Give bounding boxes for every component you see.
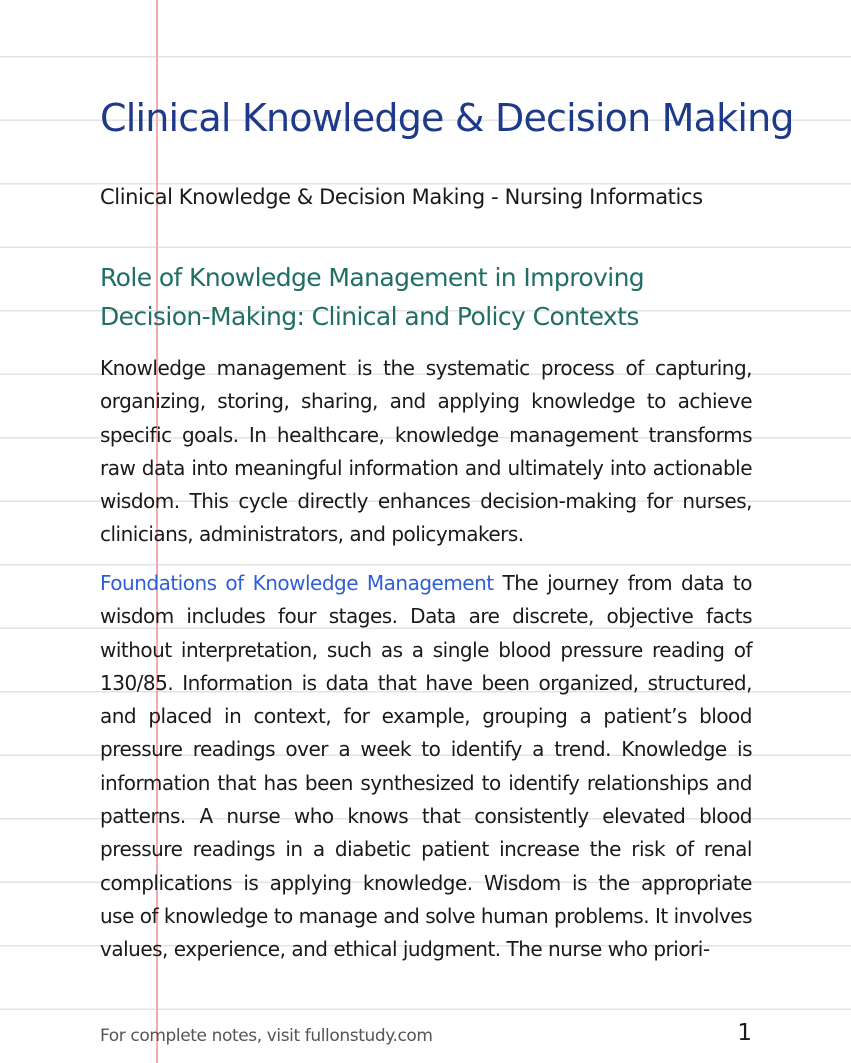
paragraph-knowledge-management: [100, 352, 752, 552]
footer-note: For complete notes, visit fullonstudy.com: [100, 1026, 433, 1046]
paragraph-foundations: [100, 567, 752, 967]
page-subtitle: Clinical Knowledge & Decision Making - Nursing Informatics: [100, 185, 703, 209]
section-heading: Role of Knowledge Management in Improving Decision-Making: Clinical and Policy Contexts: [100, 263, 645, 331]
page-title: Clinical Knowledge & Decision Making: [100, 96, 794, 140]
paragraph-text: Knowledge management is the systematic process of capturing, organizing, storing, sharing, and applying knowledge to achieve specific goals. In healthcare, knowledge management transforms raw data into meaningful information and ultimately into actionable wisdom. This cycle directly enhances decision-making for nurses, clinicians, administrators, and policymakers.: [100, 356, 752, 547]
page-number: 1: [737, 1020, 752, 1046]
inline-heading-foundations: Foundations of Knowledge Management: [100, 571, 494, 595]
paragraph-text: The journey from data to wisdom includes four stages. Data are discrete, objective facts without interpretation, such as a single blood pressure reading of 130/85. Information is data that have been organized, structured, and placed in context, for example, grouping a patient’s blood pressure readings over a week to identify a trend. Knowledge is information that has been synthesized to identify relationships and patterns. A nurse who knows that consistently elevated blood pressure readings in a diabetic patient increase the risk of renal complications is applying knowledge. Wisdom is the appropriate use of knowledge to manage and solve human problems. It involves values, experience, and ethical judgment. The nurse who priori-: [100, 571, 752, 962]
